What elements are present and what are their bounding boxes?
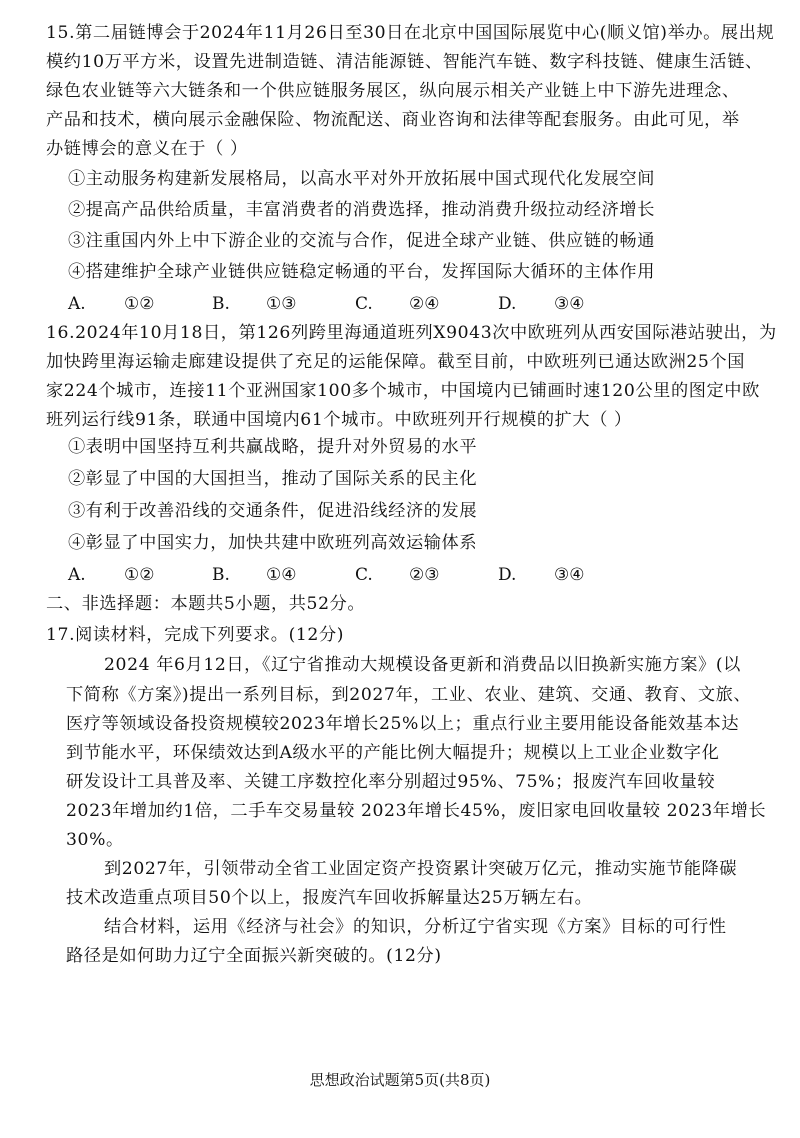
q17-material-line: 医疗等领域设备投资规模较2023年增长25%以上；重点行业主要用能设备能效基本达: [66, 714, 740, 734]
q15-line: 模约10万平方米，设置先进制造链、清洁能源链、智能汽车链、数字科技链、健康生活链、: [46, 52, 763, 72]
choice-d-letter: D.: [498, 294, 517, 314]
q16-option-3: ③有利于改善沿线的交通条件，促进沿线经济的发展: [68, 501, 478, 521]
choice-b-letter: B.: [212, 565, 230, 585]
choice-b-letter: B.: [212, 294, 230, 314]
q15-option-4: ④搭建维护全球产业链供应链稳定畅通的平台，发挥国际大循环的主体作用: [68, 262, 655, 282]
choice-a-value: ①②: [124, 294, 155, 314]
section-heading: 二、非选择题：本题共5小题，共52分。: [46, 594, 366, 614]
q16-option-1: ①表明中国坚持互利共赢战略，提升对外贸易的水平: [68, 437, 478, 457]
q17-material-line: 研发设计工具普及率、关键工序数控化率分别超过95%、75%；报废汽车回收量较: [66, 772, 716, 792]
q17-question-line: 结合材料，运用《经济与社会》的知识，分析辽宁省实现《方案》目标的可行性: [104, 917, 727, 937]
q16-option-2: ②彰显了中国的大国担当，推动了国际关系的民主化: [68, 469, 478, 489]
choice-c-letter: C.: [355, 565, 373, 585]
choice-b-value: ①③: [266, 294, 297, 314]
choice-a-letter: A.: [68, 294, 86, 314]
q15-option-1: ①主动服务构建新发展格局，以高水平对外开放拓展中国式现代化发展空间: [68, 169, 655, 189]
choice-c-value: ②③: [409, 565, 440, 585]
q17-material-line: 2023年增加约1倍，二手车交易量较 2023年增长45%，废旧家电回收量较 2023年增长: [66, 801, 767, 821]
q16-line: 加快跨里海运输走廊建设提供了充足的运能保障。截至目前，中欧班列已通达欧洲25个国: [46, 352, 745, 372]
choice-c-letter: C.: [355, 294, 373, 314]
choice-d-value: ③④: [554, 294, 585, 314]
choice-c-value: ②④: [409, 294, 440, 314]
q15-option-2: ②提高产品供给质量，丰富消费者的消费选择，推动消费升级拉动经济增长: [68, 200, 655, 220]
q17-material-line: 30%。: [66, 830, 124, 850]
q17-heading: 17.阅读材料，完成下列要求。(12分): [46, 625, 345, 645]
q16-line: 家224个城市，连接11个亚洲国家100多个城市，中国境内已铺画时速120公里的图定中欧: [46, 381, 760, 401]
choice-d-letter: D.: [498, 565, 517, 585]
q15-option-3: ③注重国内外上中下游企业的交流与合作，促进全球产业链、供应链的畅通: [68, 231, 655, 251]
choice-d-value: ③④: [554, 565, 585, 585]
q17-material-line: 2024 年6月12日，《辽宁省推动大规模设备更新和消费品以旧换新实施方案》(以: [104, 655, 741, 675]
choice-a-letter: A.: [68, 565, 86, 585]
q16-line: 16.2024年10月18日，第126列跨里海通道班列X9043次中欧班列从西安国际港站驶出，为: [46, 323, 777, 343]
page-footer: 思想政治试题第5页(共8页): [309, 1071, 491, 1089]
q17-material-line: 下简称《方案》)提出一系列目标，到2027年，工业、农业、建筑、交通、教育、文旅、: [66, 685, 752, 705]
choice-b-value: ①④: [266, 565, 297, 585]
q15-line: 办链博会的意义在于（ ）: [46, 139, 248, 159]
q15-line: 绿色农业链等六大链条和一个供应链服务展区，纵向展示相关产业链上中下游先进理念、: [46, 81, 740, 101]
q15-line: 产品和技术，横向展示金融保险、物流配送、商业咨询和法律等配套服务。由此可见，举: [46, 110, 740, 130]
q17-material-line: 到2027年，引领带动全省工业固定资产投资累计突破万亿元，推动实施节能降碳: [104, 859, 738, 879]
choice-a-value: ①②: [124, 565, 155, 585]
q17-question-line: 路径是如何助力辽宁全面振兴新突破的。(12分): [66, 946, 442, 966]
q15-line: 15.第二届链博会于2024年11月26日至30日在北京中国国际展览中心(顺义馆)举办。展出规: [46, 23, 775, 43]
q17-material-line: 技术改造重点项目50个以上，报废汽车回收拆解量达25万辆左右。: [66, 888, 593, 908]
q16-option-4: ④彰显了中国实力，加快共建中欧班列高效运输体系: [68, 533, 478, 553]
q17-material-line: 到节能水平，环保绩效达到A级水平的产能比例大幅提升；规模以上工业企业数字化: [66, 743, 720, 763]
q16-line: 班列运行线91条，联通中国境内61个城市。中欧班列开行规模的扩大（ ）: [46, 410, 632, 430]
